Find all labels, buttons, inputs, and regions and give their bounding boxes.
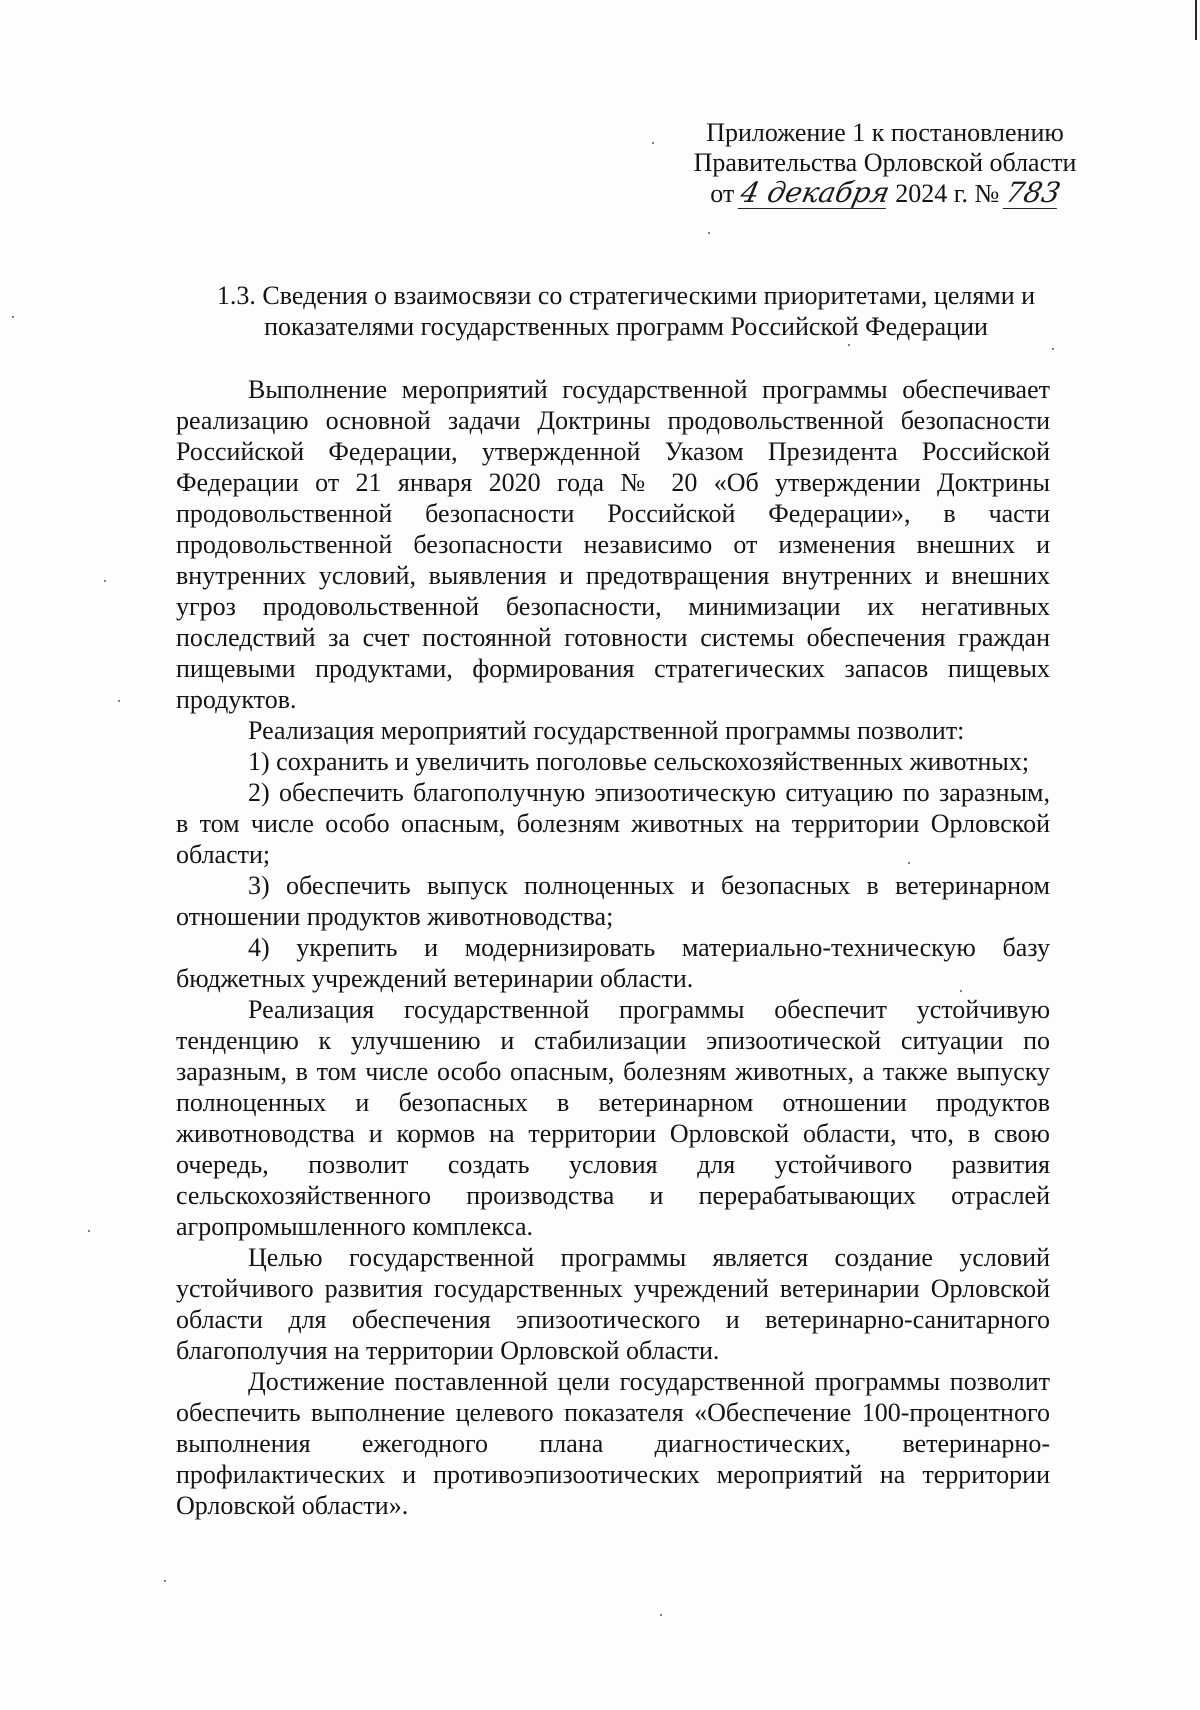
paragraph-doctrine: Выполнение мероприятий государственной программы обеспечивает реализацию основной задачи Доктрины продовольственной безопасности Российской Федерации, утвержденной Указом Президента Российской Федерации от 21 января 2020 года № 20 «Об утверждении Доктрины продовольственной безопасности Российской Федерации», в части продовольственной безопасности независимо от изменения внешних и внутренних условий, выявления и предотвращения внутренних и внешних угроз продовольственной безопасности, минимизации их негативных последствий за счет постоянной готовности системы обеспечения граждан пищевыми продуктами, формирования стратегических запасов пищевых продуктов. xyxy=(176,375,1050,714)
scan-speck xyxy=(708,232,710,234)
approval-date-line xyxy=(670,178,1100,209)
handwritten-number: 783 xyxy=(1002,176,1064,209)
body-text xyxy=(176,374,1050,1521)
scan-speck xyxy=(88,1230,90,1232)
paragraph-results-intro: Реализация мероприятий государственной программы позволит: xyxy=(248,716,965,745)
scan-speck xyxy=(164,1580,166,1582)
scan-speck xyxy=(660,1614,662,1616)
list-item-1: 1) сохранить и увеличить поголовье сельскохозяйственных животных; xyxy=(248,747,1030,776)
scan-speck xyxy=(908,862,910,864)
scan-speck xyxy=(12,316,14,318)
list-item-3: 3) обеспечить выпуск полноценных и безопасных в ветеринарном отношении продуктов животноводства; xyxy=(176,871,1050,931)
scan-speck xyxy=(960,990,962,992)
handwritten-date: 4 декабря xyxy=(737,176,893,209)
scan-speck xyxy=(848,344,850,346)
scan-speck xyxy=(1052,348,1054,350)
approval-line-2: Правительства Орловской области xyxy=(693,148,1077,177)
paragraph-goal: Целью государственной программы является создание условий устойчивого развития государственных учреждений ветеринарии Орловской области для обеспечения эпизоотического и ветеринарно-санитарного благополучия на территории Орловской области. xyxy=(176,1243,1050,1365)
year-and-number-label: 2024 г. № xyxy=(895,179,1000,208)
list-item-4: 4) укрепить и модернизировать материально-техническую базу бюджетных учреждений ветеринарии области. xyxy=(176,933,1050,993)
list-item-2: 2) обеспечить благополучную эпизоотическую ситуацию по заразным, в том числе особо опасным, болезням животных на территории Орловской области; xyxy=(176,778,1050,869)
scan-edge-mark xyxy=(1195,0,1197,40)
scan-speck xyxy=(652,142,654,144)
approval-line-1: Приложение 1 к постановлению xyxy=(706,118,1064,147)
date-prefix: от xyxy=(710,179,735,208)
scan-speck xyxy=(118,700,120,702)
section-heading: 1.3. Сведения о взаимосвязи со стратегическими приоритетами, целями и показателями государственных программ Российской Федерации xyxy=(216,281,1036,341)
scan-speck xyxy=(104,580,106,582)
approval-block xyxy=(670,118,1100,209)
paragraph-trend: Реализация государственной программы обеспечит устойчивую тенденцию к улучшению и стабилизации эпизоотической ситуации по заразным, в том числе особо опасным, болезням животных, а также выпуску полноценных и безопасных в ветеринарном отношении продуктов животноводства и кормов на территории Орловской области, что, в свою очередь, позволит создать условия для устойчивого развития сельскохозяйственного производства и перерабатывающих отраслей агропромышленного комплекса. xyxy=(176,995,1050,1241)
paragraph-indicator: Достижение поставленной цели государственной программы позволит обеспечить выполнение целевого показателя «Обеспечение 100-процентного выполнения ежегодного плана диагностических, ветеринарно-профилактических и противоэпизоотических мероприятий на территории Орловской области». xyxy=(176,1367,1050,1520)
